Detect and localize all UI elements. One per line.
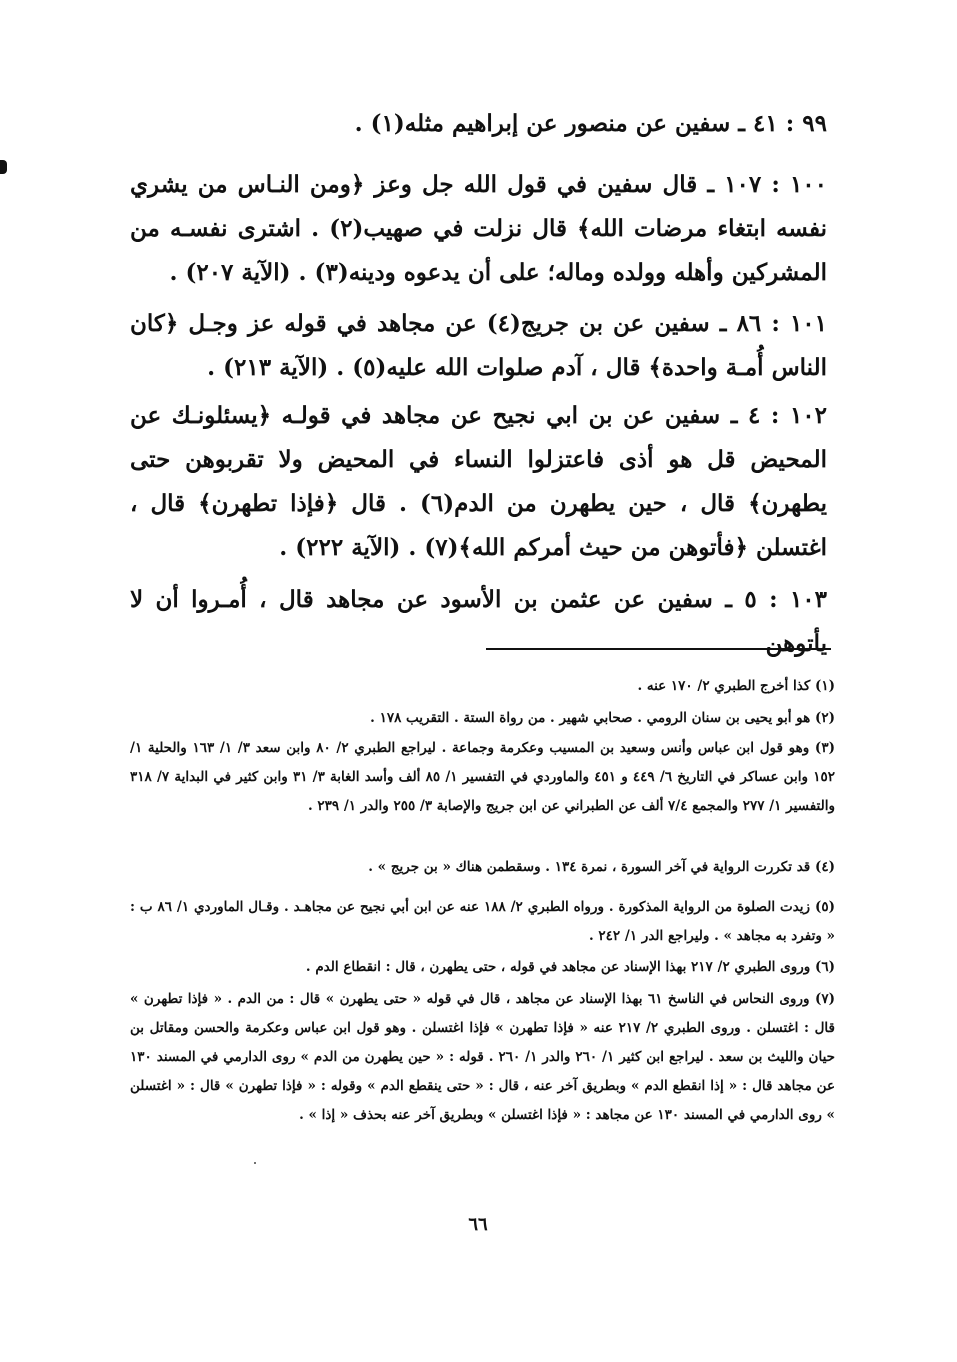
footnote-6: (٦) وروى الطبري ٢/ ٢١٧ بهذا الإسناد عن مجاهد في قوله ، حتى يطهرن ، قال : انقطاع الدم . bbox=[305, 959, 835, 975]
footnote-3: (٣) وهو قول ابن عباس وأنس وسعيد بن المسيب وعكرمة وجماعة . ليراجع الطبري ٢/ ٨٠ وابن سعد ٣/ ١/ ١٦٣ والحلية ١/ ١٥٢ وابن عساكر في التاريخ ٦/ ٤٤٩ و ٤٥١ والماوردي في التفسير ١/ ٨٥ ألف وأسد الغابة ٣/ ٣١ وابن كثير في البداية ٧/ ٣١٨ والتفسير ١/ ٢٧٧ والمجمع ٧/٤ ألف عن الطبراني عن ابن جريج والإصابة ٣/ ٢٥٥ والدر ١/ ٢٣٩ . bbox=[130, 740, 835, 814]
footnote-4: (٤) قد تكررت الرواية في آخر السورة ، نمرة ١٣٤ . وسقطمن هناك « بن جريج » . bbox=[368, 859, 835, 875]
entry-99: ٩٩ : ٤١ ـ سفين عن منصور عن إبراهيم مثله(١) . bbox=[354, 110, 827, 137]
footnote-separator bbox=[486, 648, 831, 650]
footnote-1: (١) كذا أخرج الطبري ٢/ ١٧٠ عنه . bbox=[637, 678, 835, 694]
footnote-2: (٢) هو أبو يحيى بن سنان الرومي . صحابي شهير . من رواة الستة . التقريب ١٧٨ . bbox=[370, 710, 835, 726]
scan-speck bbox=[254, 1162, 256, 1164]
entry-102: ١٠٢ : ٤ ـ سفين عن بن ابي نجيح عن مجاهد في قولـه ﴿يسئلونـك عن المحيض قل هو أذى فاعتزلوا النساء في المحيض ولا تقربوهن حتى يطهرن﴾ قال ، حين يطهرن من الدم(٦) . قال ﴿فإذا تطهرن﴾ قال ، اغتسلن ﴿فأتوهن من حيث أمركم الله﴾(٧) . (الآية ٢٢٢) . bbox=[130, 402, 827, 561]
footnote-5: (٥) زيدت الصلوة من الرواية المذكورة . ورواه الطبري ٢/ ١٨٨ عنه عن ابن أبي نجيح عن مجاهـد . وقـال الماوردي ١/ ٨٦ ب : « وتفرد به مجاهد » . وليراجع الدر ١/ ٢٤٢ . bbox=[130, 899, 835, 944]
scan-edge-mark bbox=[0, 160, 7, 174]
entry-103: ١٠٣ : ٥ ـ سفين عن عثمن بن الأسود عن مجاهد قال ، أُمـروا أن لا يأتوهن bbox=[130, 586, 827, 657]
page-number: ٦٦ bbox=[468, 1214, 488, 1235]
footnote-7: (٧) وروى النحاس في الناسخ ٦١ بهذا الإسناد عن مجاهد ، قال في قوله « حتى يطهرن » قال : من الدم . « فإذا تطهرن » قال : اغتسلن . وروى الطبري ٢/ ٢١٧ عنه « فإذا تطهرن » فإذا اغتسلن . وهو قول ابن عباس وعكرمة والحسن ومقاتل بن حيان والليث بن سعد . ليراجع ابن كثير ١/ ٢٦٠ والدر ١/ ٢٦٠ . قوله : « حين يطهرن من الدم » روى الدارمي في المسند ١٣٠ عن مجاهد قال : « إذا انقطع الدم » وبطريق آخر عنه ، قال : « حتى ينقطع الدم » وقوله : « فإذا تطهرن » قال : « اغتسلن » روى الدارمي في المسند ١٣٠ عن مجاهد : « فإذا اغتسلن » وبطريق آخر عنه بحذف « إذا » . bbox=[130, 991, 836, 1123]
entry-100: ١٠٠ : ١٠٧ ـ قال سفين في قول الله جل وعز ﴿ومن النـاس من يشري نفسه ابتغاء مرضات الله﴾ قال نزلت في صهيب(٢) . اشترى نفسـه من المشركين وأهله وولده وماله؛ على أن يدعوه ودينه(٣) . (الآية ٢٠٧) . bbox=[130, 171, 827, 286]
entry-101: ١٠١ : ٨٦ ـ سفين عن بن جريج(٤) عن مجاهد في قوله عز وجـل ﴿كان الناس أُمـة واحدة﴾ قال ، آدم صلوات الله عليه(٥) . (الآية ٢١٣) . bbox=[130, 310, 827, 381]
